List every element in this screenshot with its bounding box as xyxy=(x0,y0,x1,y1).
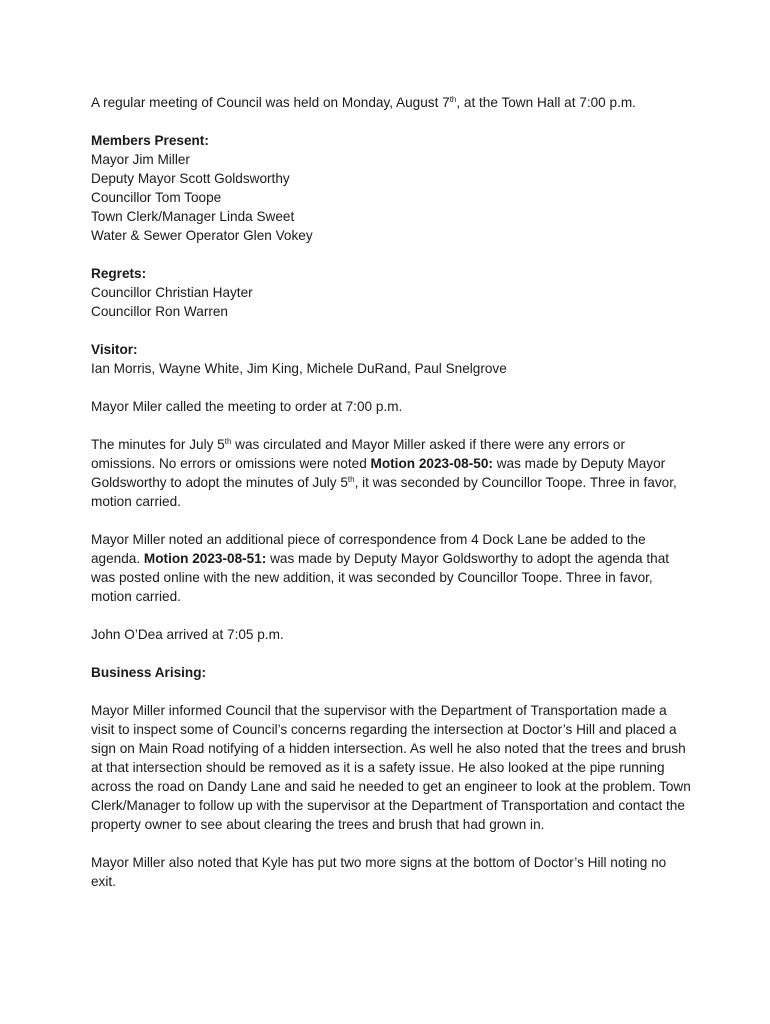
ordinal-suffix: th xyxy=(347,475,355,484)
intro-paragraph: A regular meeting of Council was held on Monday, August 7th, at the Town Hall at 7:00 p.m. xyxy=(91,95,636,110)
visitor-names: Ian Morris, Wayne White, Jim King, Michele DuRand, Paul Snelgrove xyxy=(91,361,507,376)
arrival-paragraph: John O’Dea arrived at 7:05 p.m. xyxy=(91,627,284,642)
regret-item: Councillor Christian Hayter xyxy=(91,285,253,300)
ordinal-suffix: th xyxy=(449,95,457,104)
members-present-section xyxy=(91,131,691,245)
ordinal-suffix: th xyxy=(224,437,232,446)
business-paragraph: Mayor Miller also noted that Kyle has put two more signs at the bottom of Doctor’s Hill noting no exit. xyxy=(91,855,667,889)
regret-item: Councillor Ron Warren xyxy=(91,304,228,319)
member-item: Mayor Jim Miller xyxy=(91,152,190,167)
business-arising-heading: Business Arising: xyxy=(91,665,207,680)
regrets-section xyxy=(91,264,691,321)
motion-label: Motion 2023-08-50: xyxy=(370,456,493,471)
members-present-heading: Members Present: xyxy=(91,133,209,148)
member-item: Councillor Tom Toope xyxy=(91,190,222,205)
motion-label: Motion 2023-08-51: xyxy=(143,551,267,566)
business-paragraph: Mayor Miller informed Council that the supervisor with the Department of Transportation made a visit to inspect some of Council’s concerns regarding the intersection at Doctor’s Hill and placed a sign on Main Road notifying of a hidden intersection. As well he also noted that the trees and brush at that intersection should be removed as it is a safety issue. He also looked at the pipe running across the road on Dandy Lane and said he needed to get an engineer to look at the problem. Town Clerk/Manager to follow up with the supervisor at the Department of Transportation and contact the property owner to see about clearing the trees and brush that had grown in. xyxy=(91,703,691,832)
member-item: Water & Sewer Operator Glen Vokey xyxy=(91,228,313,243)
call-to-order-paragraph: Mayor Miler called the meeting to order at 7:00 p.m. xyxy=(91,399,403,414)
regrets-heading: Regrets: xyxy=(91,266,147,281)
agenda-motion-paragraph: Mayor Miller noted an additional piece of correspondence from 4 Dock Lane be added to the agenda. Motion 2023-08-51: was made by Deputy Mayor Goldsworthy to adopt the agenda that was posted online with the new addition, it was seconded by Councillor Toope. Three in favor, motion carried. xyxy=(91,532,670,604)
minutes-motion-paragraph: The minutes for July 5th was circulated and Mayor Miller asked if there were any errors or omissions. No errors or omissions were noted Motion 2023-08-50: was made by Deputy Mayor Goldsworthy to adopt the minutes of July 5th, it was seconded by Councillor Toope. Three in favor, motion carried. xyxy=(91,437,677,509)
member-item: Town Clerk/Manager Linda Sweet xyxy=(91,209,295,224)
member-item: Deputy Mayor Scott Goldsworthy xyxy=(91,171,290,186)
visitor-section xyxy=(91,340,691,378)
minutes-document xyxy=(91,93,691,910)
visitor-heading: Visitor: xyxy=(91,342,138,357)
